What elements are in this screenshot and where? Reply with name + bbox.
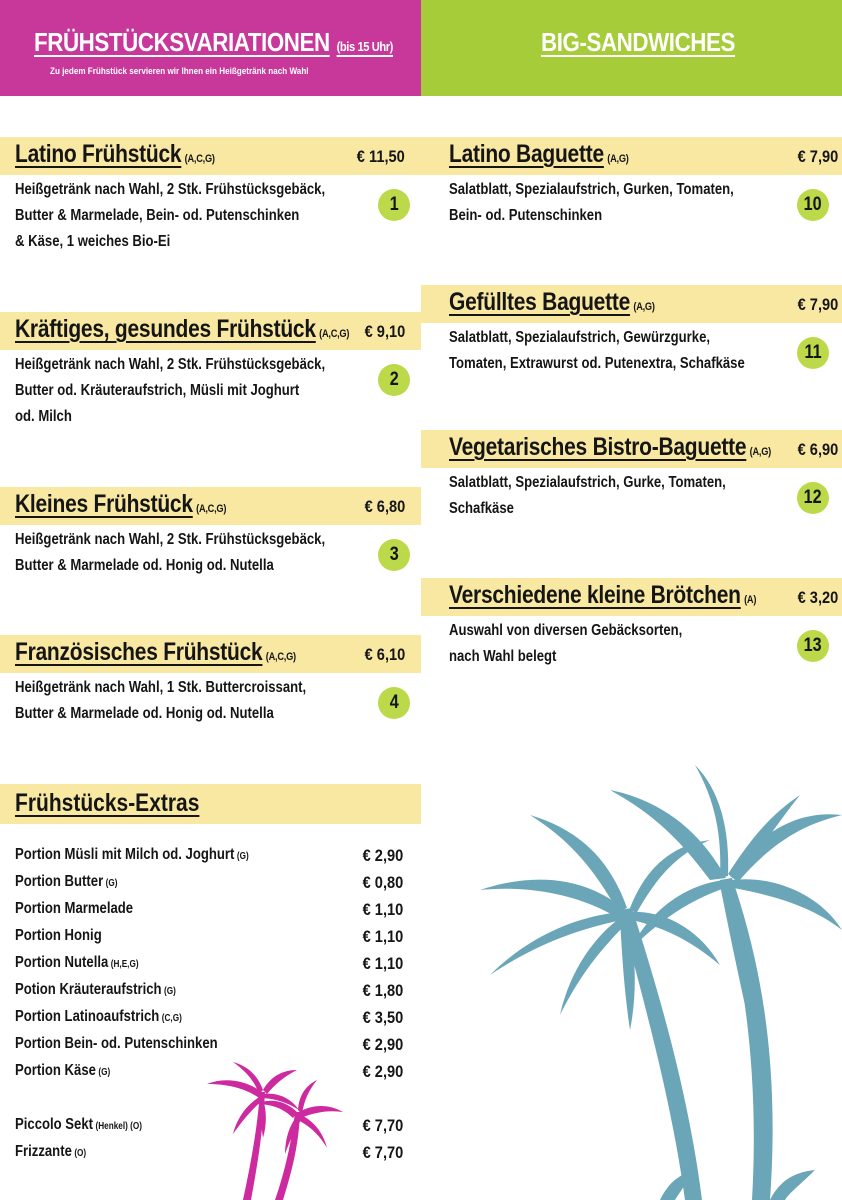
extras-item-name: [15, 1008, 182, 1026]
extras-item: [15, 846, 403, 873]
extras-item: [15, 873, 403, 900]
extras-item-label: Portion Latinoaufstrich: [15, 1008, 160, 1025]
menu-item-band: [421, 578, 842, 616]
menu-item-title: [449, 581, 756, 610]
menu-item-title: [15, 490, 226, 519]
menu-item-allergens: (A,C,G): [265, 651, 296, 663]
menu-item-title: [449, 433, 771, 462]
description-line: Butter & Marmelade od. Honig od. Nutella: [15, 705, 274, 722]
extras-item-name: [15, 927, 104, 945]
menu-item-number: 3: [389, 544, 399, 565]
extras-item: [15, 900, 403, 927]
extras-item: [15, 981, 403, 1008]
menu-item-band: [421, 430, 842, 468]
extras-item-name: [15, 900, 136, 918]
extras-item-name: [15, 1116, 142, 1134]
extras-item-name: [15, 1035, 220, 1053]
extras-item-price: € 3,50: [362, 1008, 403, 1027]
extras-item-price: € 1,80: [362, 981, 403, 1000]
menu-item-price: € 3,20: [797, 588, 838, 607]
extras-item: [15, 954, 403, 981]
description-line: Butter & Marmelade, Bein- od. Putenschinken: [15, 207, 300, 224]
extras-item: [15, 1008, 403, 1035]
extras-item-name: [15, 954, 139, 972]
extras-item-allergens: (G): [105, 878, 118, 889]
menu-item-price: € 6,10: [364, 645, 405, 664]
menu-item-price: € 6,80: [364, 497, 405, 516]
extras-item: [15, 927, 403, 954]
menu-item-title: [15, 638, 296, 667]
menu-item-title: [15, 315, 349, 344]
menu-item-description: [15, 177, 325, 255]
menu-item-allergens: (A,G): [607, 153, 629, 165]
menu-item-number: 13: [804, 635, 822, 656]
menu-item-number-badge: [797, 482, 829, 514]
menu-item-description: [15, 527, 325, 579]
extras-item-price: € 7,70: [362, 1143, 403, 1162]
menu-item-price: € 11,50: [357, 147, 405, 166]
menu-item-name: Gefülltes Baguette: [449, 288, 631, 316]
extras-item-label: Portion Marmelade: [15, 900, 134, 917]
palm-tree-illustration-large: [470, 760, 842, 1200]
extras-item-label: Piccolo Sekt: [15, 1116, 94, 1133]
menu-item-number: 4: [389, 692, 399, 713]
palm-tree-illustration-small: [205, 1062, 345, 1200]
menu-item-band: [421, 137, 842, 175]
extras-item-label: Portion Honig: [15, 927, 102, 944]
extras-item-label: Potion Kräuteraufstrich: [15, 981, 162, 998]
description-line: & Käse, 1 weiches Bio-Ei: [15, 233, 171, 250]
breakfast-header: [0, 0, 421, 96]
extras-item-label: Portion Müsli mit Milch od. Joghurt: [15, 846, 235, 863]
menu-item-name: Verschiedene kleine Brötchen: [449, 581, 741, 609]
menu-item-price: € 7,90: [797, 147, 838, 166]
extras-title: Frühstücks-Extras: [15, 789, 200, 817]
menu-item-description: [449, 470, 726, 522]
description-line: od. Milch: [15, 408, 72, 425]
menu-item-title: [449, 140, 629, 169]
menu-item-number: 10: [804, 194, 822, 215]
extras-item: [15, 1035, 403, 1062]
breakfast-header-title: [34, 27, 393, 58]
extras-item-price: € 2,90: [362, 846, 403, 865]
sandwiches-header: [421, 0, 842, 96]
menu-item-allergens: (A,C,G): [196, 503, 227, 515]
description-line: Salatblatt, Spezialaufstrich, Gewürzgurke,: [449, 329, 711, 346]
description-line: Salatblatt, Spezialaufstrich, Gurke, Tomaten,: [449, 474, 726, 491]
menu-item-name: Französisches Frühstück: [15, 638, 263, 666]
menu-item-number-badge: [378, 539, 410, 571]
extras-item-allergens: (C,G): [161, 1013, 182, 1024]
extras-item-price: € 7,70: [362, 1116, 403, 1135]
extras-item-price: € 1,10: [362, 954, 403, 973]
extras-item-name: [15, 1143, 86, 1161]
description-line: Salatblatt, Spezialaufstrich, Gurken, Tomaten,: [449, 181, 734, 198]
menu-item-name: Latino Frühstück: [15, 140, 182, 168]
menu-item-name: Kräftiges, gesundes Frühstück: [15, 315, 316, 343]
menu-item-number-badge: [797, 630, 829, 662]
extras-item-allergens: (G): [98, 1067, 111, 1078]
extras-item-name: [15, 846, 249, 864]
menu-item-band: [421, 285, 842, 323]
extras-item-allergens: (G): [163, 986, 176, 997]
menu-item-allergens: (A): [744, 594, 757, 606]
menu-item-number-badge: [797, 337, 829, 369]
menu-item-title: [449, 288, 655, 317]
description-line: Auswahl von diversen Gebäcksorten,: [449, 622, 683, 639]
description-line: Heißgetränk nach Wahl, 1 Stk. Buttercroissant,: [15, 679, 307, 696]
extras-item-price: € 2,90: [362, 1035, 403, 1054]
menu-item-description: [449, 618, 682, 670]
menu-item-name: Kleines Frühstück: [15, 490, 193, 518]
description-line: Butter & Marmelade od. Honig od. Nutella: [15, 557, 274, 574]
extras-item-allergens: (O): [74, 1148, 87, 1159]
extras-item-allergens: (G): [236, 851, 249, 862]
menu-item-allergens: (A,G): [749, 446, 771, 458]
extras-item-price: € 0,80: [362, 873, 403, 892]
menu-item-band: [0, 312, 421, 350]
extras-item-label: Portion Nutella: [15, 954, 109, 971]
description-line: nach Wahl belegt: [449, 648, 557, 665]
menu-item-description: [15, 675, 306, 727]
menu-item-number-badge: [797, 189, 829, 221]
description-line: Butter od. Kräuteraufstrich, Müsli mit Joghurt: [15, 382, 300, 399]
extras-item-name: [15, 981, 176, 999]
sandwiches-header-title: BIG-SANDWICHES: [541, 27, 735, 57]
description-line: Schafkäse: [449, 500, 514, 517]
menu-item-band: [0, 137, 421, 175]
extras-item-allergens: (Henkel) (O): [95, 1121, 142, 1132]
extras-item-allergens: (H,E,G): [110, 959, 139, 970]
menu-item-allergens: (A,C,G): [184, 153, 215, 165]
menu-item-number-badge: [378, 687, 410, 719]
extras-item-label: Frizzante: [15, 1143, 72, 1160]
extras-item-name: [15, 873, 118, 891]
description-line: Tomaten, Extrawurst od. Putenextra, Schafkäse: [449, 355, 745, 372]
menu-item-band: [0, 487, 421, 525]
description-line: Heißgetränk nach Wahl, 2 Stk. Frühstücksgebäck,: [15, 356, 326, 373]
menu-item-number-badge: [378, 364, 410, 396]
menu-item-name: Latino Baguette: [449, 140, 604, 168]
menu-item-allergens: (A,C,G): [319, 328, 350, 340]
menu-item-price: € 9,10: [364, 322, 405, 341]
menu-item-title: [15, 140, 215, 169]
menu-item-band: [0, 635, 421, 673]
extras-header: [0, 784, 421, 824]
menu-item-number-badge: [378, 189, 410, 221]
breakfast-header-subtitle: Zu jedem Frühstück servieren wir Ihnen ein Heißgetränk nach Wahl: [50, 66, 309, 76]
extras-item-price: € 1,10: [362, 927, 403, 946]
menu-item-number: 11: [804, 342, 822, 363]
description-line: Heißgetränk nach Wahl, 2 Stk. Frühstücksgebäck,: [15, 531, 326, 548]
menu-item-description: [449, 325, 745, 377]
breakfast-title-text: FRÜHSTÜCKSVARIATIONEN: [34, 27, 330, 57]
menu-item-price: € 6,90: [797, 440, 838, 459]
menu-item-description: [449, 177, 734, 229]
extras-item-label: Portion Butter: [15, 873, 104, 890]
menu-item-number: 1: [389, 194, 399, 215]
extras-item-price: € 1,10: [362, 900, 403, 919]
breakfast-time-note: (bis 15 Uhr): [336, 39, 393, 54]
menu-item-description: [15, 352, 325, 430]
menu-item-allergens: (A,G): [633, 301, 655, 313]
description-line: Bein- od. Putenschinken: [449, 207, 603, 224]
menu-item-number: 2: [389, 369, 399, 390]
description-line: Heißgetränk nach Wahl, 2 Stk. Frühstücksgebäck,: [15, 181, 326, 198]
extras-item-label: Portion Käse: [15, 1062, 96, 1079]
menu-item-number: 12: [804, 487, 822, 508]
extras-item-name: [15, 1062, 110, 1080]
menu-item-name: Vegetarisches Bistro-Baguette: [449, 433, 747, 461]
extras-item-label: Portion Bein- od. Putenschinken: [15, 1035, 218, 1052]
menu-item-price: € 7,90: [797, 295, 838, 314]
extras-item-price: € 2,90: [362, 1062, 403, 1081]
